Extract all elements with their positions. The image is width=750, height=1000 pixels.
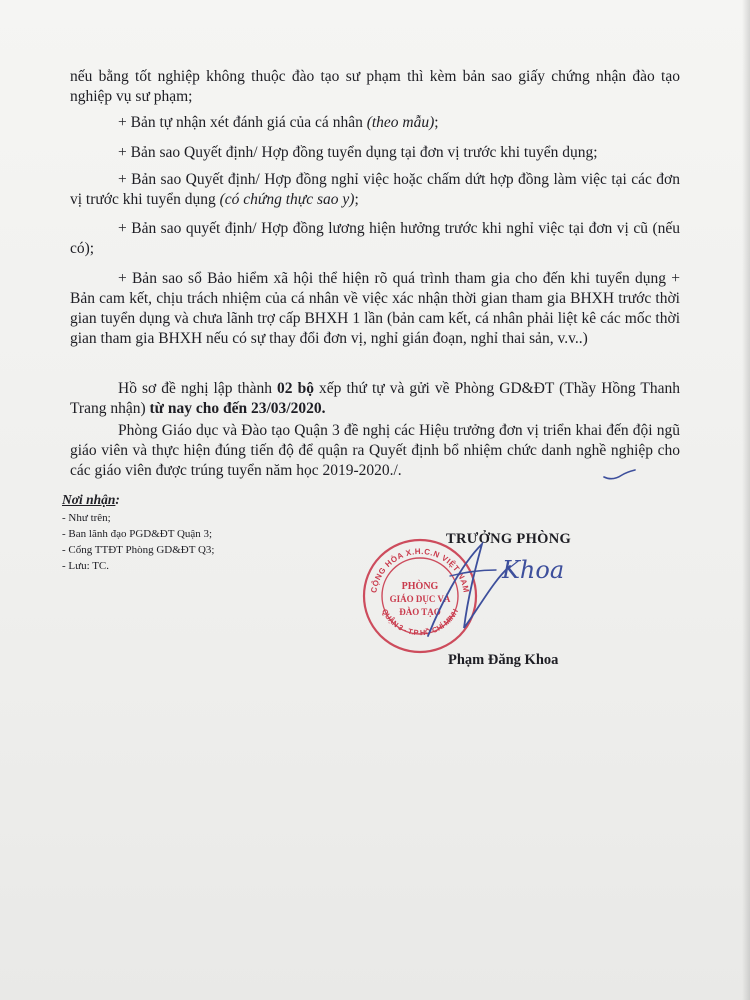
paragraph-resignation [70, 170, 680, 210]
paragraph-recruitment-decision [70, 143, 680, 163]
paragraph-lead: + Bản tự nhận xét đánh giá của cá nhân [118, 114, 367, 131]
paragraph-part: xếp thứ tự và gửi về Phòng GD&ĐT (Thầy Hồng Thanh Trang nhận) [70, 380, 680, 417]
paragraph-deadline: từ nay cho đến 23/03/2020. [149, 400, 326, 417]
pen-tick-mark [602, 468, 636, 482]
paragraph-text: Phòng Giáo dục và Đào tạo Quận 3 đề nghị các Hiệu trưởng đơn vị triển khai đến đội ngũ giáo viên và thực hiện đúng tiến độ để quận ra Quyết định bổ nhiệm chức danh nghề nghiệp cho các giáo viên được trúng tuyển năm học 2019-2020./. [70, 422, 680, 479]
recipient-item: - Lưu: TC. [62, 560, 110, 572]
paragraph-social-insurance [70, 269, 680, 349]
stamp-line3: ĐÀO TẠO [399, 607, 441, 617]
stamp-line1: PHÒNG [401, 581, 439, 592]
recipient-item: - Ban lãnh đạo PGD&ĐT Quận 3; [62, 528, 213, 540]
recipient-item: - Cổng TTĐT Phòng GD&ĐT Q3; [62, 544, 215, 556]
paragraph-part: Hồ sơ đề nghị lập thành [118, 380, 278, 397]
stamp-ring-text: CỘNG HÒA X.H.C.N VIỆT NAM [369, 546, 471, 594]
page-shadow-edge [742, 0, 750, 1000]
recipients-colon: : [115, 492, 120, 507]
recipients-title: Nơi nhận [62, 492, 116, 507]
paragraph-continuation [70, 67, 680, 107]
handwritten-signature [420, 536, 570, 646]
paragraph-text: + Bản sao Quyết định/ Hợp đồng tuyển dụng tại đơn vị trước khi tuyển dụng; [118, 144, 598, 161]
paragraph-bold: 02 bộ [277, 380, 314, 397]
paragraph-directive [70, 421, 680, 481]
recipient-item: - Như trên; [62, 512, 111, 524]
paragraph-italic: (có chứng thực sao y) [219, 191, 355, 208]
stamp-ring-bottom: QUẬN 3 - T.P HỒ CHÍ MINH [379, 607, 461, 638]
paragraph-tail: ; [434, 114, 439, 131]
paragraph-text: + Bản sao sổ Bảo hiểm xã hội thể hiện rõ quá trình tham gia cho đến khi tuyển dụng + Bản cam kết, chịu trách nhiệm của cá nhân về việc xác nhận thời gian tham gia BHXH trước thời gian tuyển dụng và chưa lãnh trợ cấp BHXH 1 lần (bản cam kết, cá nhân phải liệt kê các mốc thời gian tham gia BHXH nếu có sự thay đổi đơn vị, nghỉ gián đoạn, nghỉ thai sản, v.v..) [70, 270, 680, 347]
signer-name: Phạm Đăng Khoa [448, 652, 559, 668]
paragraph-italic: (theo mẫu) [366, 114, 435, 131]
recipients-block [62, 492, 322, 574]
paragraph-submission [70, 379, 680, 419]
signer-title: TRƯỞNG PHÒNG [446, 531, 572, 547]
stamp-line2: GIÁO DỤC VÀ [389, 594, 451, 604]
paragraph-tail: ; [354, 191, 359, 208]
paragraph-self-assessment [70, 113, 680, 133]
paragraph-text: + Bản sao quyết định/ Hợp đồng lương hiện hưởng trước khi nghỉ việc tại đơn vị cũ (nếu có); [70, 220, 680, 257]
signature-script: Khoa [502, 556, 565, 584]
paragraph-lead: + Bản sao Quyết định/ Hợp đồng nghỉ việc hoặc chấm dứt hợp đồng làm việc tại các đơn vị trước khi tuyển dụng [70, 171, 680, 208]
paragraph-salary-decision [70, 219, 680, 259]
paragraph-text: nếu bằng tốt nghiệp không thuộc đào tạo sư phạm thì kèm bản sao giấy chứng nhận đào tạo nghiệp vụ sư phạm; [70, 68, 680, 105]
